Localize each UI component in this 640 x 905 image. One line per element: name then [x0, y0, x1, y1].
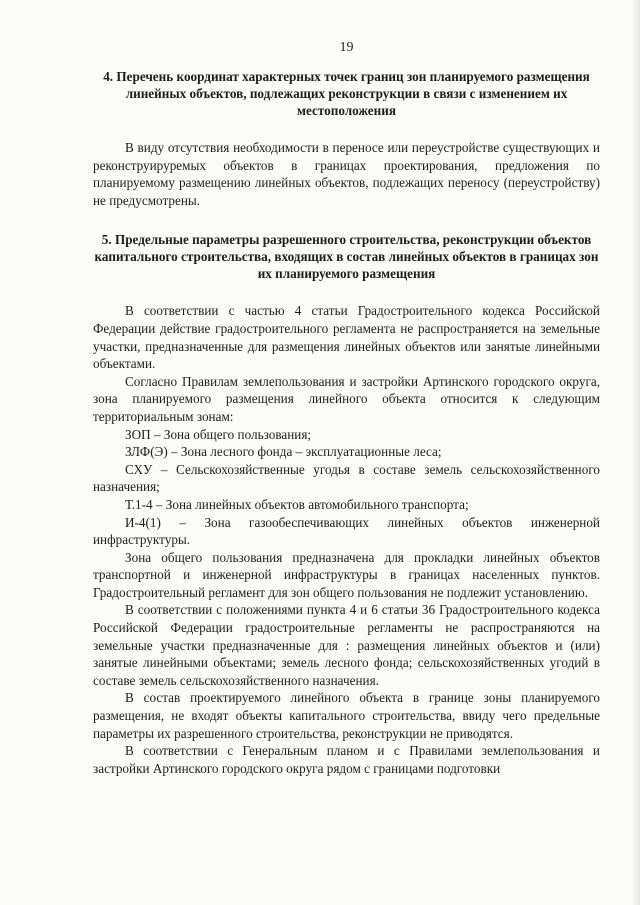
- paragraph: В соответствии с положениями пункта 4 и 6 статьи 36 Градостроительного кодекса Российской Федерации градостроительные регламенты не распространяются на земельные участки предназначенные для : размещения линейных объектов и (или) занятые линейными объектами; земель лесного фонда; сельскохозяйственных угодий в составе земель сельскохозяйственного назначения.: [93, 602, 600, 688]
- paragraph: В соответствии с Генеральным планом и с Правилами землепользования и застройки Артинского городского округа рядом с границами подготовки: [93, 743, 600, 776]
- zone-item: ЗЛФ(Э) – Зона лесного фонда – эксплуатационные леса;: [125, 444, 442, 460]
- zone-item: И-4(1) – Зона газообеспечивающих линейных объектов инженерной инфраструктуры.: [93, 514, 600, 548]
- section-heading: 4. Перечень координат характерных точек границ зон планируемого размещения линейных объектов, подлежащих реконструкции в связи с изменением их местоположения: [103, 69, 590, 118]
- paragraph: В виду отсутствия необходимости в переносе или переустройстве существующих и реконструируремых объектов в границах проектирования, предложения по планируемому размещению линейных объектов, подлежащих переносу (переустройству) не предусмотрены.: [93, 140, 600, 208]
- paragraph: Согласно Правилам землепользования и застройки Артинского городского округа, зона планируемого размещения линейного объекта относится к следующим территориальным зонам:: [93, 373, 600, 424]
- section-5: [93, 231, 600, 777]
- page-number: 19: [339, 40, 354, 55]
- paragraph: В соответствии с частью 4 статьи Градостроительного кодекса Российской Федерации действие градостроительного регламента не распространяется на земельные участки, предназначенные для размещения линейных объектов или занятые линейными объектами.: [93, 303, 600, 372]
- zone-item: ЗОП – Зона общего пользования;: [125, 426, 312, 442]
- zone-item: СХУ – Сельскохозяйственные угодья в составе земель сельскохозяйственного назначения;: [93, 461, 600, 495]
- paragraph: Зона общего пользования предназначена для прокладки линейных объектов транспортной и инженерной инфраструктуры в границах населенных пунктов. Градостроительный регламент для зон общего пользования не подлежит установлению.: [93, 549, 600, 600]
- section-4: [93, 68, 600, 209]
- zone-item: Т.1-4 – Зона линейных объектов автомобильного транспорта;: [125, 496, 469, 512]
- paragraph: В состав проектируемого линейного объекта в границе зоны планируемого размещения, не входят объекты капитального строительства, ввиду чего предельные параметры их разрешенного строительства, реконструкции не приводятся.: [93, 690, 600, 741]
- section-heading: 5. Предельные параметры разрешенного строительства, реконструкции объектов капитального строительства, входящих в состав линейных объектов в границах зон их планируемого размещения: [94, 232, 599, 282]
- page-edge-shadow: [632, 0, 640, 905]
